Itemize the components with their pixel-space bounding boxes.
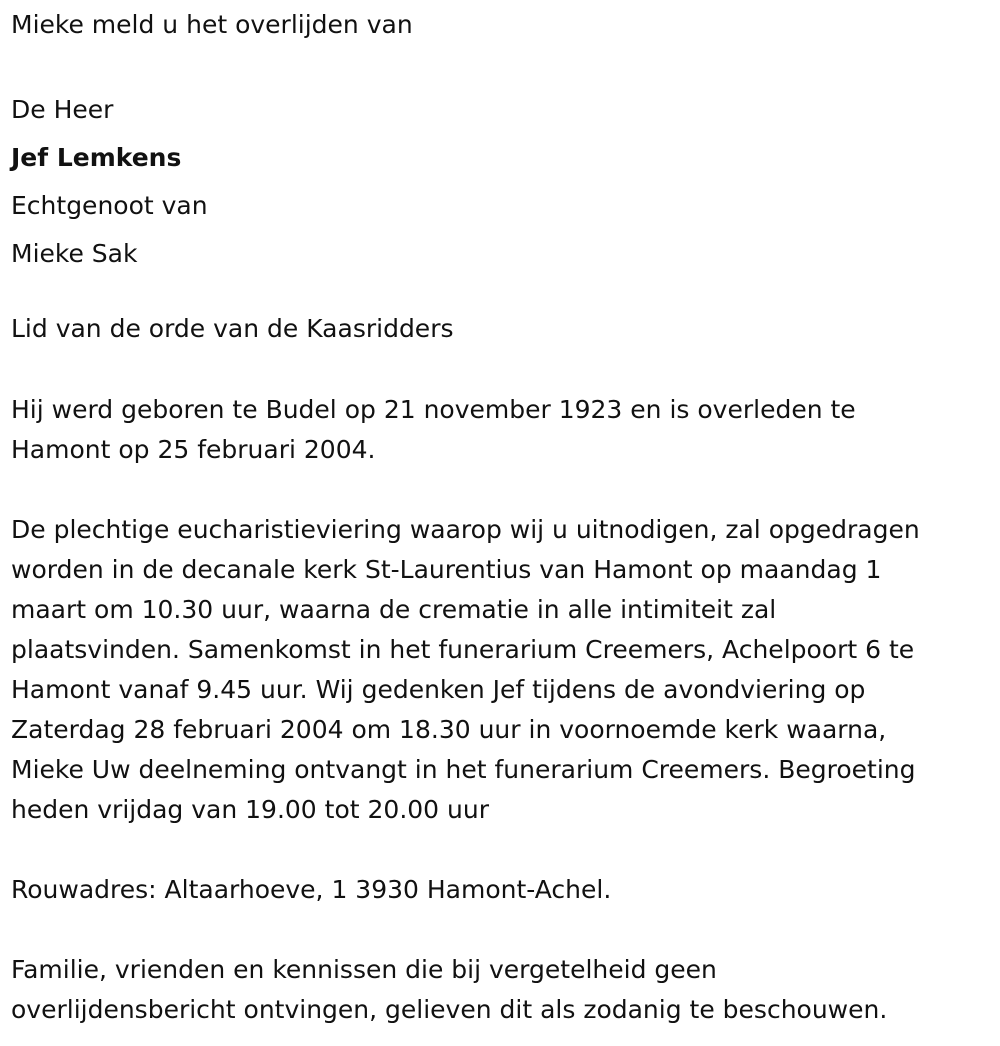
- paragraph-line: Hamont op 25 februari 2004.: [11, 435, 376, 464]
- paragraph-line: overlijdensbericht ontvingen, gelieven dit als zodanig te beschouwen.: [11, 995, 888, 1024]
- paragraph-line: Zaterdag 28 februari 2004 om 18.30 uur in voornoemde kerk waarna,: [11, 715, 887, 744]
- person-section: [11, 86, 208, 278]
- relation-label: Echtgenoot van: [11, 191, 208, 220]
- intro-section: [11, 5, 413, 45]
- salutation: De Heer: [11, 95, 114, 124]
- ceremony-paragraph: [11, 510, 920, 830]
- paragraph-line: Familie, vrienden en kennissen die bij vergetelheid geen: [11, 955, 717, 984]
- address-section: [11, 870, 611, 910]
- mourning-address: Rouwadres: Altaarhoeve, 1 3930 Hamont-Achel.: [11, 875, 612, 904]
- spouse-name: Mieke Sak: [11, 239, 138, 268]
- birth-death-paragraph: [11, 390, 856, 470]
- deceased-name: Jef Lemkens: [11, 143, 182, 172]
- paragraph-line: worden in de decanale kerk St-Laurentius van Hamont op maandag 1: [11, 555, 882, 584]
- paragraph-line: maart om 10.30 uur, waarna de crematie in alle intimiteit zal: [11, 595, 777, 624]
- paragraph-line: plaatsvinden. Samenkomst in het funerarium Creemers, Achelpoort 6 te: [11, 635, 915, 664]
- membership-text: Lid van de orde van de Kaasridders: [11, 314, 454, 343]
- intro-text: Mieke meld u het overlijden van: [11, 10, 413, 39]
- paragraph-line: heden vrijdag van 19.00 tot 20.00 uur: [11, 795, 489, 824]
- paragraph-line: Hij werd geboren te Budel op 21 november 1923 en is overleden te: [11, 395, 856, 424]
- paragraph-line: Hamont vanaf 9.45 uur. Wij gedenken Jef tijdens de avondviering op: [11, 675, 866, 704]
- paragraph-line: De plechtige eucharistieviering waarop wij u uitnodigen, zal opgedragen: [11, 515, 920, 544]
- paragraph-line: Mieke Uw deelneming ontvangt in het funerarium Creemers. Begroeting: [11, 755, 916, 784]
- closing-paragraph: [11, 950, 887, 1030]
- membership-section: [11, 309, 454, 349]
